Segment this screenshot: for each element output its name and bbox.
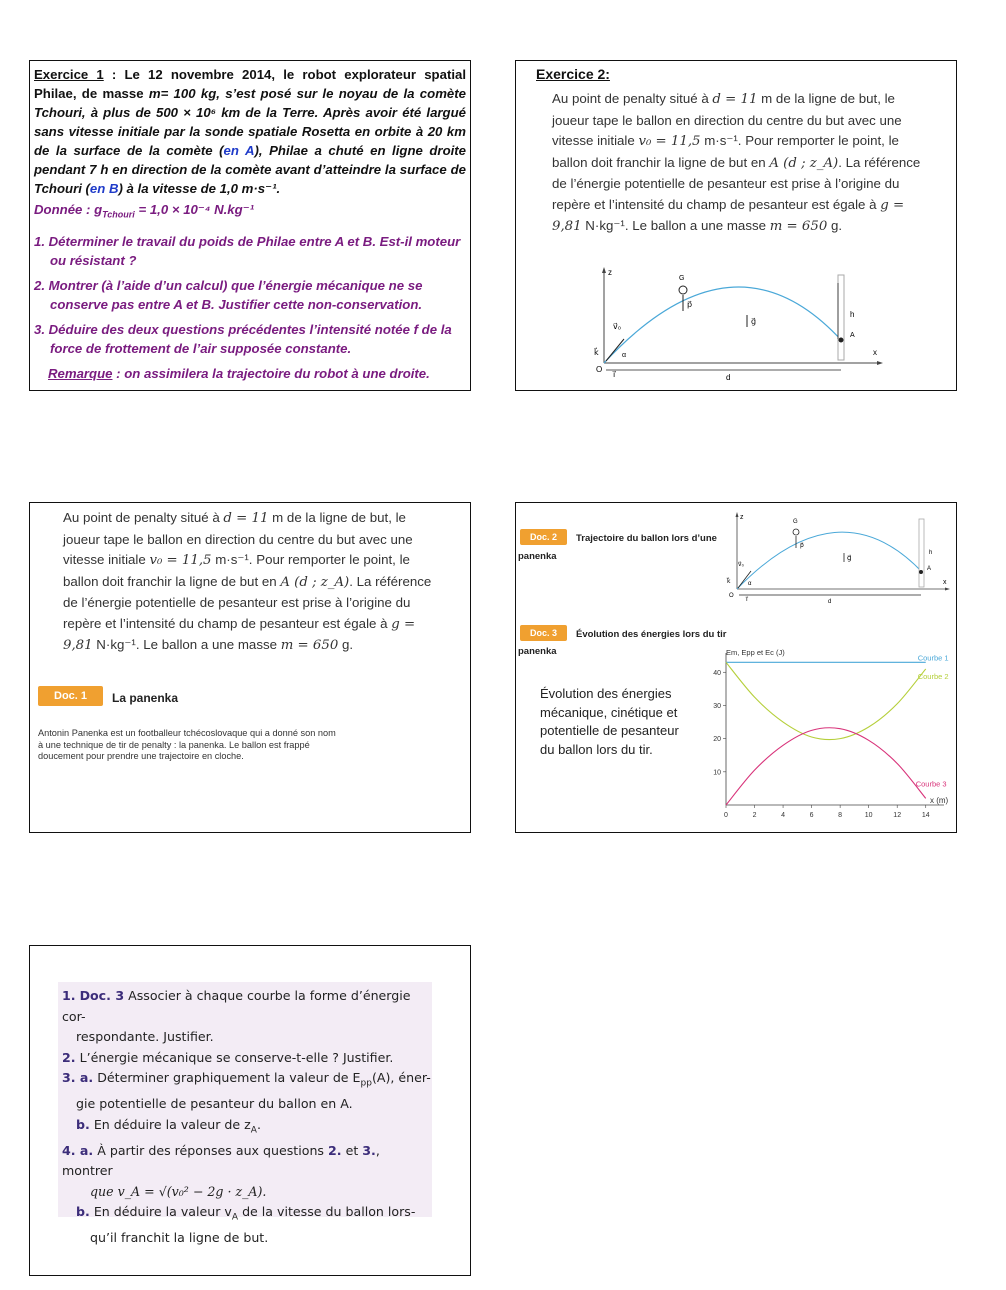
x-tick-label: 8 bbox=[838, 812, 843, 819]
v0-label: v⃗₀ bbox=[738, 562, 745, 568]
series-label-1: Courbe 1 bbox=[917, 653, 949, 663]
ball-at-a bbox=[919, 570, 923, 574]
x-tick-label: 12 bbox=[893, 812, 902, 819]
point-a-label: en A bbox=[223, 143, 255, 158]
doc1-body: Antonin Panenka est un footballeur tchécoslovaque qui a donné son nom à une technique de tir de penalty : la panenka. Le ballon est frappé doucement pour prendre une trajectoire en cloche. bbox=[38, 728, 336, 761]
g-vector-label: g⃗ bbox=[847, 555, 852, 562]
doc2-subtitle: panenka bbox=[518, 551, 557, 562]
chart-xlabel: x (m) bbox=[930, 796, 949, 805]
energy-description: Évolution des énergies mécanique, cinétique et potentielle de pesanteur du ballon lors du tir. bbox=[540, 686, 679, 757]
x-axis-arrow bbox=[877, 361, 883, 365]
g-point-label: G bbox=[679, 275, 685, 282]
y-tick-label: 40 bbox=[713, 669, 721, 677]
x-axis-arrow bbox=[945, 588, 950, 591]
question-1: 1. Doc. 3 Associer à chaque courbe la forme d’énergie cor- bbox=[62, 988, 411, 1024]
trajectory-diagram bbox=[594, 263, 894, 383]
o-label: O bbox=[596, 365, 603, 374]
question-3a: 3. a. Déterminer graphiquement la valeur de $E_{pp}(A)$, éner- bbox=[62, 1070, 431, 1089]
x-tick-label: 4 bbox=[781, 812, 786, 819]
doc3-subtitle: panenka bbox=[518, 646, 557, 657]
energy-chart bbox=[698, 645, 956, 825]
doc1-tag: Doc. 1 bbox=[38, 686, 103, 706]
doc2-tag: Doc. 2 bbox=[520, 529, 567, 545]
question-4b: b. En déduire la valeur $v_A$ de la vitesse du ballon lors- bbox=[76, 1204, 416, 1223]
x-tick-label: 0 bbox=[724, 812, 728, 819]
y-tick-label: 10 bbox=[713, 769, 721, 777]
z-label: z bbox=[608, 268, 612, 277]
exercise-2-box bbox=[515, 60, 957, 391]
h-label: h bbox=[929, 550, 933, 556]
k-label: k⃗ bbox=[594, 348, 599, 357]
exercise-1-box bbox=[29, 60, 471, 391]
trajectory-curve bbox=[737, 532, 923, 589]
questions-box bbox=[29, 945, 471, 1276]
question-4a-formula: que v_A = √(v₀² − 2g · z_A). bbox=[90, 1183, 267, 1199]
exercise-1-question-3: 3. Déduire des deux questions précédentes l’intensité notée f de la force de frottement de l’air supposée constante. bbox=[34, 321, 452, 356]
question-2: 2. L’énergie mécanique se conserve-t-elle ? Justifier. bbox=[62, 1049, 394, 1065]
doc2-title: Trajectoire du ballon lors d’une bbox=[576, 533, 717, 544]
trajectory-curve bbox=[604, 287, 842, 363]
x-label: x bbox=[943, 579, 947, 586]
ball-at-a bbox=[839, 338, 844, 343]
y-tick-label: 20 bbox=[713, 736, 721, 744]
alpha-label: α bbox=[748, 581, 752, 587]
series-label-3: Courbe 3 bbox=[915, 779, 947, 789]
doc1-title: La panenka bbox=[112, 691, 179, 705]
questions-list: 1. Doc. 3 Associer à chaque courbe la forme d’énergie cor- respondante. Justifier. 2. L’énergie mécanique se conserve-t-elle ? Justifier. 3. a. Déterminer graphiquement la valeur de $E_{pp}(A)$, éner- gie potentielle de pesanteur du ballon en A. b. En déduire la valeur de $z_A$. 4. a. À partir des réponses aux questions 2. et 3., montrer que v_A = √(v₀² − 2g · z_A). b. En déduire la valeur $v_A$ de la vitesse du ballon lors- qu’il franchit la ligne de but. bbox=[62, 988, 431, 1246]
exercise-1-question-1: 1. Déterminer le travail du poids de Philae entre A et B. Est-il moteur ou résistant ? bbox=[34, 233, 461, 268]
docs-2-3-box bbox=[515, 502, 957, 833]
goal-post bbox=[919, 519, 924, 587]
question-4a: 4. a. À partir des réponses aux questions 2. et 3., montrer bbox=[62, 1142, 380, 1179]
p-vector-label: p⃗ bbox=[687, 300, 693, 309]
z-axis-arrow bbox=[736, 512, 739, 517]
exercise-1-remark: Remarque : on assimilera la trajectoire du robot à une droite. bbox=[48, 365, 430, 381]
a-point-label: A bbox=[927, 566, 932, 572]
exercise-statement: Au point de penalty situé à d = 11 m de la ligne de but, le joueur tape le ballon en direction du centre du but avec une vitesse initiale v₀ = 11,5 m·s⁻¹. Pour remporter le point, le ballon doit franchir la ligne de but en A (d ; z_A). La référence de l’énergie potentielle de pesanteur est prise à l’origine du repère et l’intensité du champ de pesanteur est égale à g = 9,81 N·kg⁻¹. Le ballon a une masse m = 650 g. bbox=[63, 510, 432, 653]
p-vector-label: p⃗ bbox=[800, 543, 804, 549]
goal-post bbox=[838, 275, 844, 360]
y-tick-label: 30 bbox=[713, 702, 721, 710]
exercise-1-data: Donnée : $g_{Tchouri} = 1,0 \times 10^{-4}$ N.kg⁻¹ bbox=[34, 202, 255, 220]
v0-label: v⃗₀ bbox=[613, 322, 622, 331]
k-label: k⃗ bbox=[727, 579, 731, 585]
ball-at-g bbox=[679, 286, 687, 294]
d-label: d bbox=[726, 373, 731, 382]
x-tick-label: 2 bbox=[752, 812, 757, 819]
alpha-label: α bbox=[622, 352, 627, 359]
doc3-title: Évolution des énergies lors du tir bbox=[576, 629, 727, 640]
exercise-2-title: Exercice 2: bbox=[536, 66, 610, 82]
i-label: i⃗ bbox=[613, 370, 616, 379]
d-label: d bbox=[828, 599, 832, 604]
trajectory-diagram-small bbox=[709, 509, 954, 604]
x-label: x bbox=[873, 348, 877, 357]
ball-at-g bbox=[793, 529, 799, 535]
o-label: O bbox=[729, 593, 734, 599]
x-tick-label: 14 bbox=[921, 812, 930, 819]
h-label: h bbox=[850, 310, 855, 319]
doc3-tag: Doc. 3 bbox=[520, 625, 567, 641]
g-vector-label: g⃗ bbox=[751, 317, 757, 326]
exercise-1-questions bbox=[34, 232, 466, 383]
exercise-1-intro: Exercice 1 : Le 12 novembre 2014, le robot explorateur spatial Philae, de masse m= 100 kg, s’est posé sur le noyau de la comète Tchouri, à plus de 500 × 10⁶ km de la Terre. Après avoir été largué sans vitesse initiale par la sonde spatiale Rosetta en orbite à 20 km de la surface de la comète (en A), Philae a chuté en ligne droite pendant 7 h en direction de la comète avant d’atteindre la surface de Tchouri (en B) à la vitesse de 1,0 m·s⁻¹. bbox=[34, 67, 467, 196]
z-axis-arrow bbox=[602, 267, 606, 273]
i-label: i⃗ bbox=[746, 597, 748, 603]
exercise-2-statement: Au point de penalty situé à d = 11 m de la ligne de but, le joueur tape le ballon en direction du centre du but avec une vitesse initiale v₀ = 11,5 m·s⁻¹. Pour remporter le point, le ballon doit franchir la ligne de but en A (d ; z_A). La référence de l’énergie potentielle de pesanteur est prise à l’origine du repère et l’intensité du champ de pesanteur est égale à g = 9,81 N·kg⁻¹. Le ballon a une masse m = 650 g. bbox=[552, 91, 921, 234]
point-b-label: en B bbox=[89, 181, 119, 196]
series-label-2: Courbe 2 bbox=[917, 671, 949, 681]
g-point-label: G bbox=[793, 519, 798, 525]
a-point-label: A bbox=[850, 332, 855, 339]
chart-ylabel: Em, Epp et Ec (J) bbox=[726, 648, 785, 657]
exercise-1-question-2: 2. Montrer (à l’aide d’un calcul) que l’énergie mécanique ne se conserve pas entre A et B. Justifier cette non-conservation. bbox=[34, 277, 423, 312]
exercise-1-title: Exercice 1 bbox=[34, 67, 104, 82]
x-tick-label: 10 bbox=[864, 812, 873, 819]
question-3b: b. En déduire la valeur de $z_A$. bbox=[76, 1116, 261, 1136]
z-label: z bbox=[740, 514, 744, 521]
statement-doc1-box bbox=[29, 502, 471, 833]
x-tick-label: 6 bbox=[809, 812, 814, 819]
